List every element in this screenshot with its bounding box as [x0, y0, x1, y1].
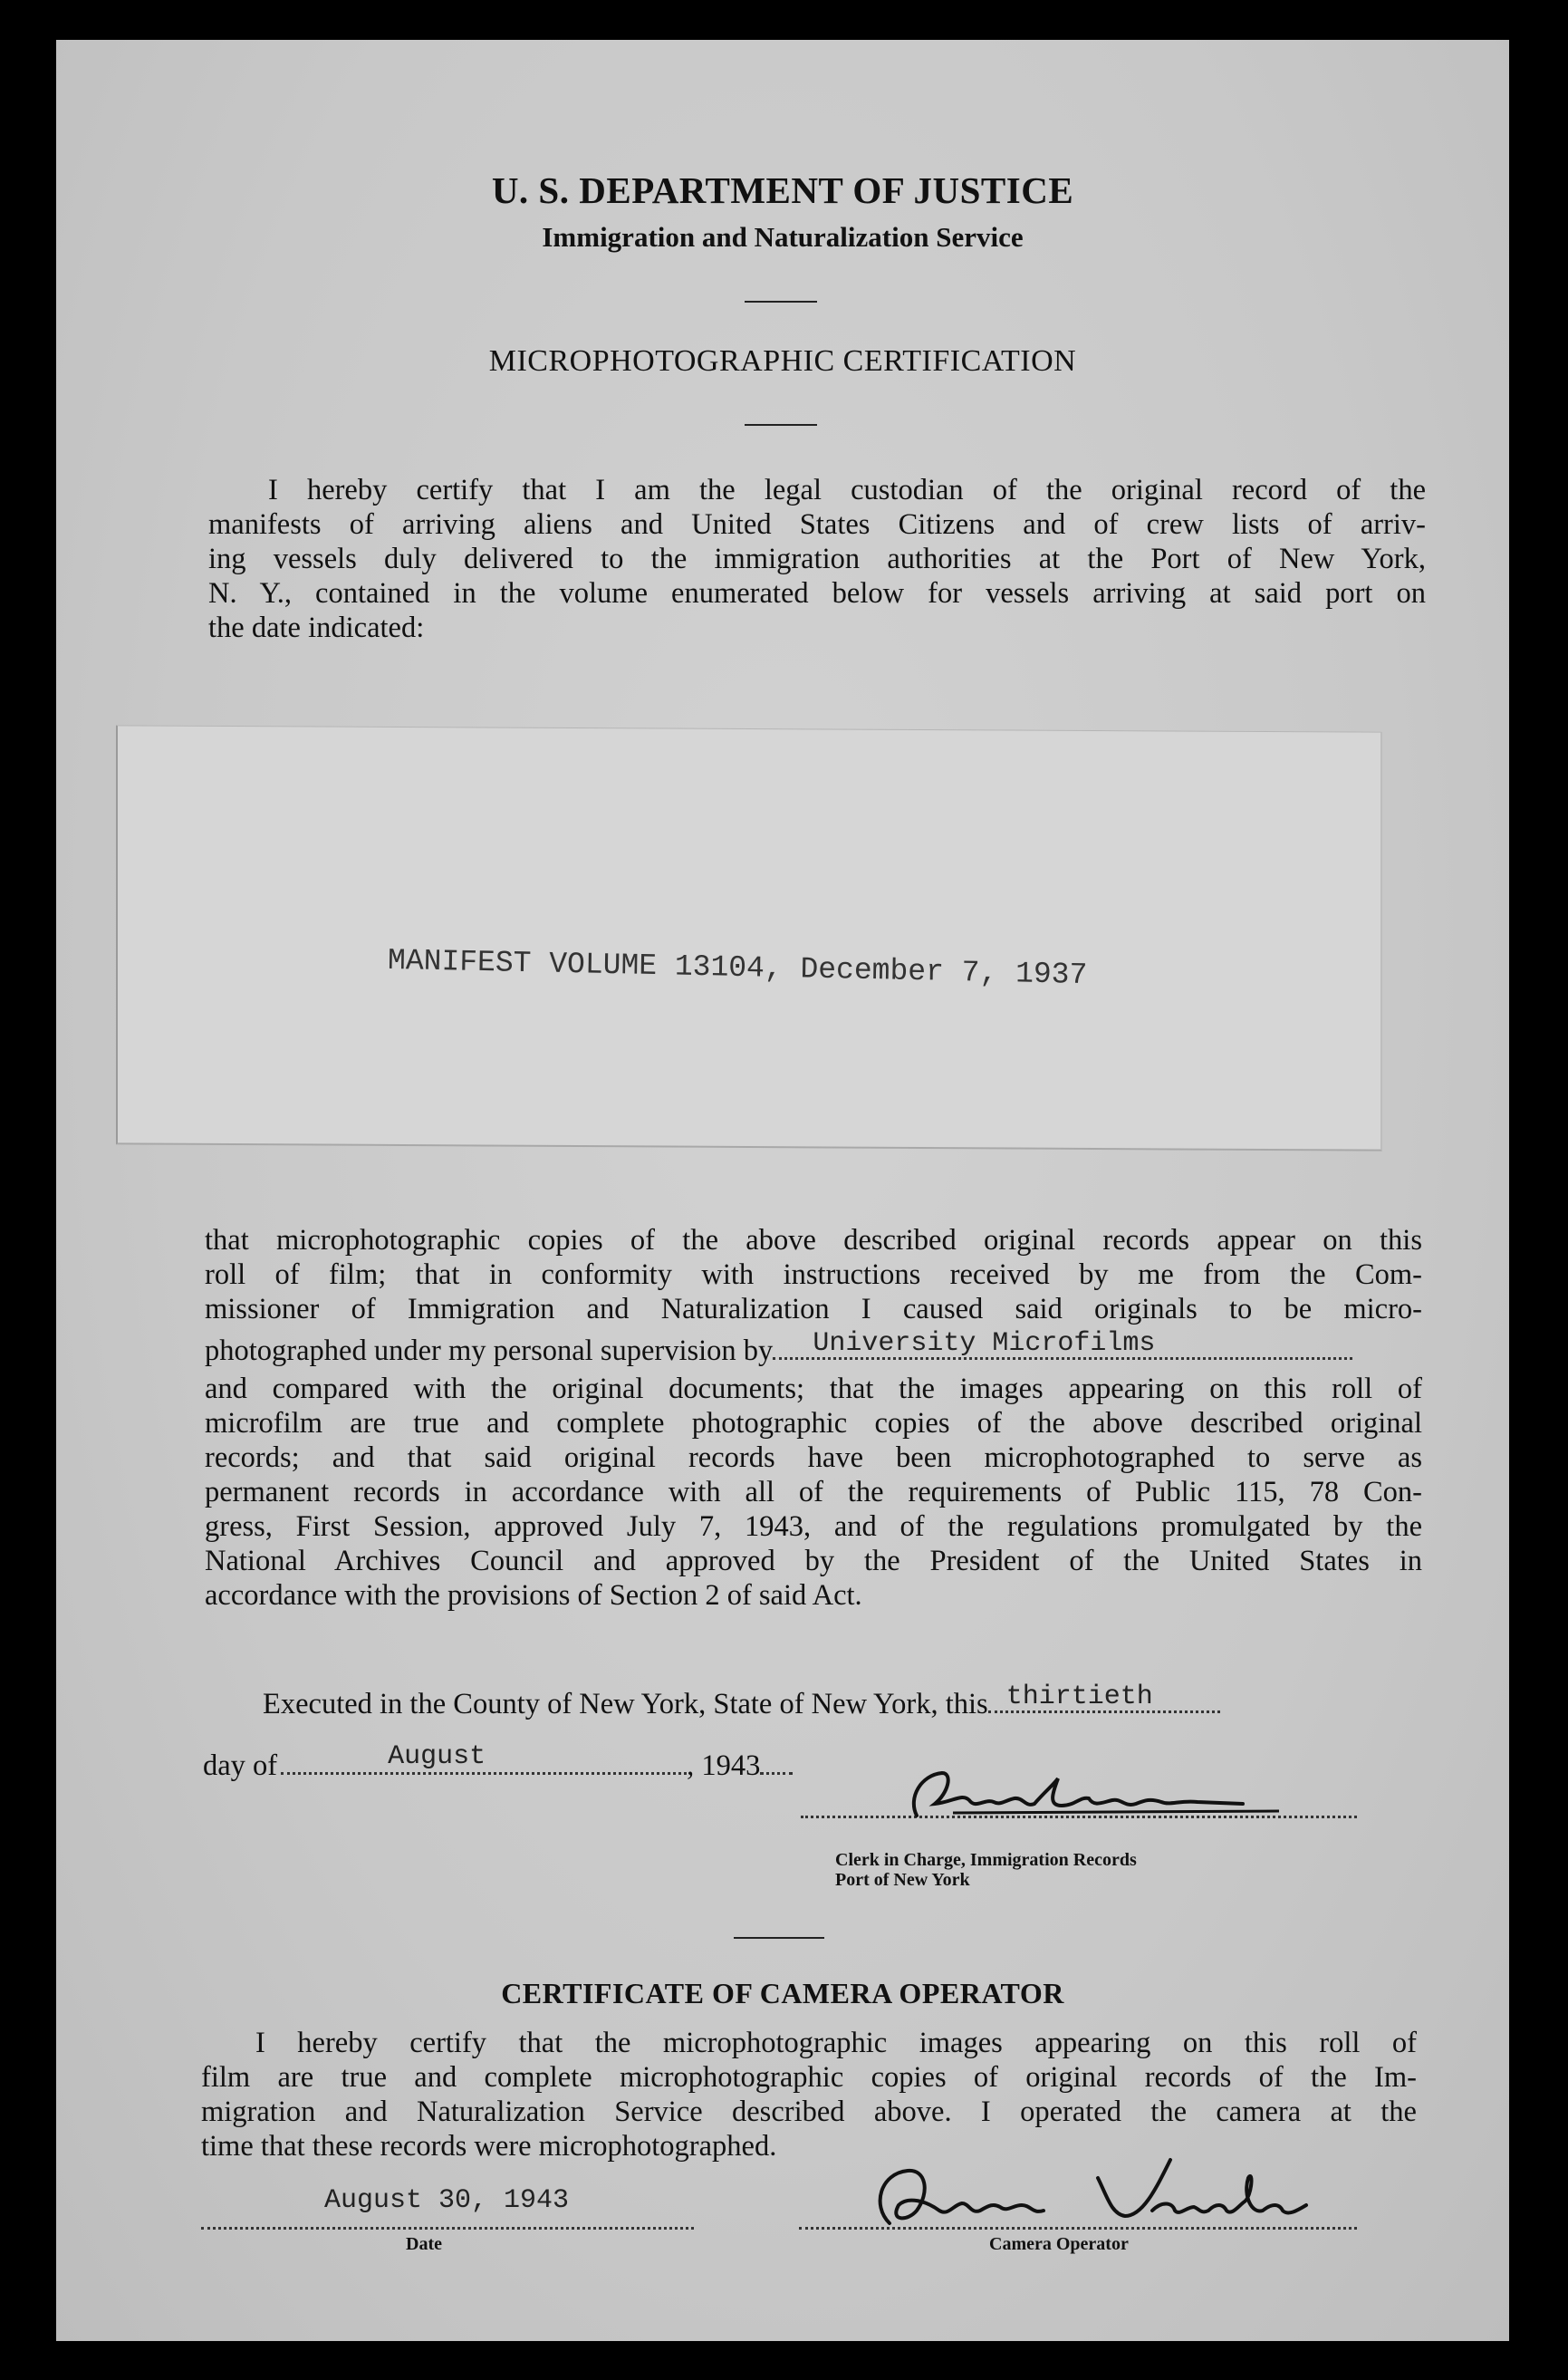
text-line: the date indicated: [208, 612, 425, 644]
supervision-line [205, 1328, 1422, 1372]
year-blank [760, 1749, 793, 1775]
month-blank [281, 1741, 687, 1775]
date-value: August 30, 1943 [324, 2185, 570, 2216]
day-value: thirtieth [1005, 1681, 1153, 1712]
day-blank [988, 1681, 1220, 1713]
date-signature-line [201, 2225, 694, 2230]
text-line: National Archives Council and approved by the President of the United States in [205, 1545, 1422, 1577]
clerk-title-line1: Clerk in Charge, Immigration Records [835, 1850, 1137, 1870]
text-line: that microphotographic copies of the above described original records appear on this [205, 1224, 1422, 1257]
text-line: and compared with the original documents; that the images appearing on this roll of [205, 1373, 1422, 1405]
clerk-title-line2: Port of New York [835, 1870, 970, 1890]
divider [745, 301, 817, 303]
text-line: manifests of arriving aliens and United States Citizens and of crew lists of arriv- [208, 508, 1426, 541]
text-line: missioner of Immigration and Naturalization I caused said originals to be micro- [205, 1293, 1422, 1325]
text-line: migration and Naturalization Service described above. I operated the camera at the [201, 2096, 1417, 2128]
year-prefix: , 194 [687, 1749, 746, 1782]
date-label: Date [406, 2234, 442, 2254]
text-line: permanent records in accordance with all of the requirements of Public 115, 78 Con- [205, 1476, 1422, 1508]
clerk-signature [899, 1766, 1333, 1829]
text-line: gress, First Session, approved July 7, 1943, and of the regulations promulgated by the [205, 1510, 1422, 1543]
manifest-label: MANIFEST VOLUME 13104, December 7, 1937 [387, 943, 1088, 993]
camera-paragraph [201, 2026, 1417, 2163]
year-value: 3 [746, 1749, 761, 1782]
supervision-blank [773, 1328, 1352, 1360]
text-line: I hereby certify that I am the legal custodian of the original record of the [268, 474, 1426, 506]
clerk-title [835, 1850, 1137, 1890]
supervision-value: University Microfilms [813, 1328, 1156, 1359]
supervision-prefix: photographed under my personal supervision by [205, 1335, 774, 1367]
intro-paragraph [208, 473, 1426, 645]
executed-prefix: Executed in the County of New York, State of New York, this [263, 1688, 988, 1720]
department-heading: U. S. DEPARTMENT OF JUSTICE [491, 169, 1074, 211]
executed-line [263, 1681, 1220, 1721]
body-paragraph [205, 1223, 1422, 1613]
text-line: roll of film; that in conformity with instructions received by me from the Com- [205, 1258, 1422, 1291]
divider [734, 1937, 824, 1939]
certification-title: MICROPHOTOGRAPHIC CERTIFICATION [488, 344, 1077, 378]
text-line: accordance with the provisions of Section 2 of said Act. [205, 1579, 862, 1612]
text-line: N. Y., contained in the volume enumerated below for vessels arriving at said port on [208, 577, 1426, 610]
text-line: I hereby certify that the microphotographic images appearing on this roll of [255, 2027, 1417, 2059]
text-line: time that these records were microphotographed. [201, 2130, 777, 2163]
divider [745, 424, 817, 426]
date-of-line [203, 1741, 793, 1783]
day-of-label: day of [203, 1749, 278, 1782]
camera-operator-signature [853, 2151, 1333, 2232]
service-subheading: Immigration and Naturalization Service [542, 221, 1024, 253]
manifest-label-card [116, 725, 1382, 1151]
text-line: records; and that said original records have been microphotographed to serve as [205, 1441, 1422, 1474]
text-line: ing vessels duly delivered to the immigration authorities at the Port of New York, [208, 543, 1426, 575]
operator-label: Camera Operator [989, 2234, 1129, 2254]
camera-section-title: CERTIFICATE OF CAMERA OPERATOR [501, 1977, 1064, 2009]
text-line: film are true and complete microphotographic copies of original records of the Im- [201, 2061, 1417, 2094]
text-line: microfilm are true and complete photographic copies of the above described original [205, 1407, 1422, 1440]
certificate-page [56, 40, 1509, 2341]
month-value: August [388, 1741, 486, 1772]
